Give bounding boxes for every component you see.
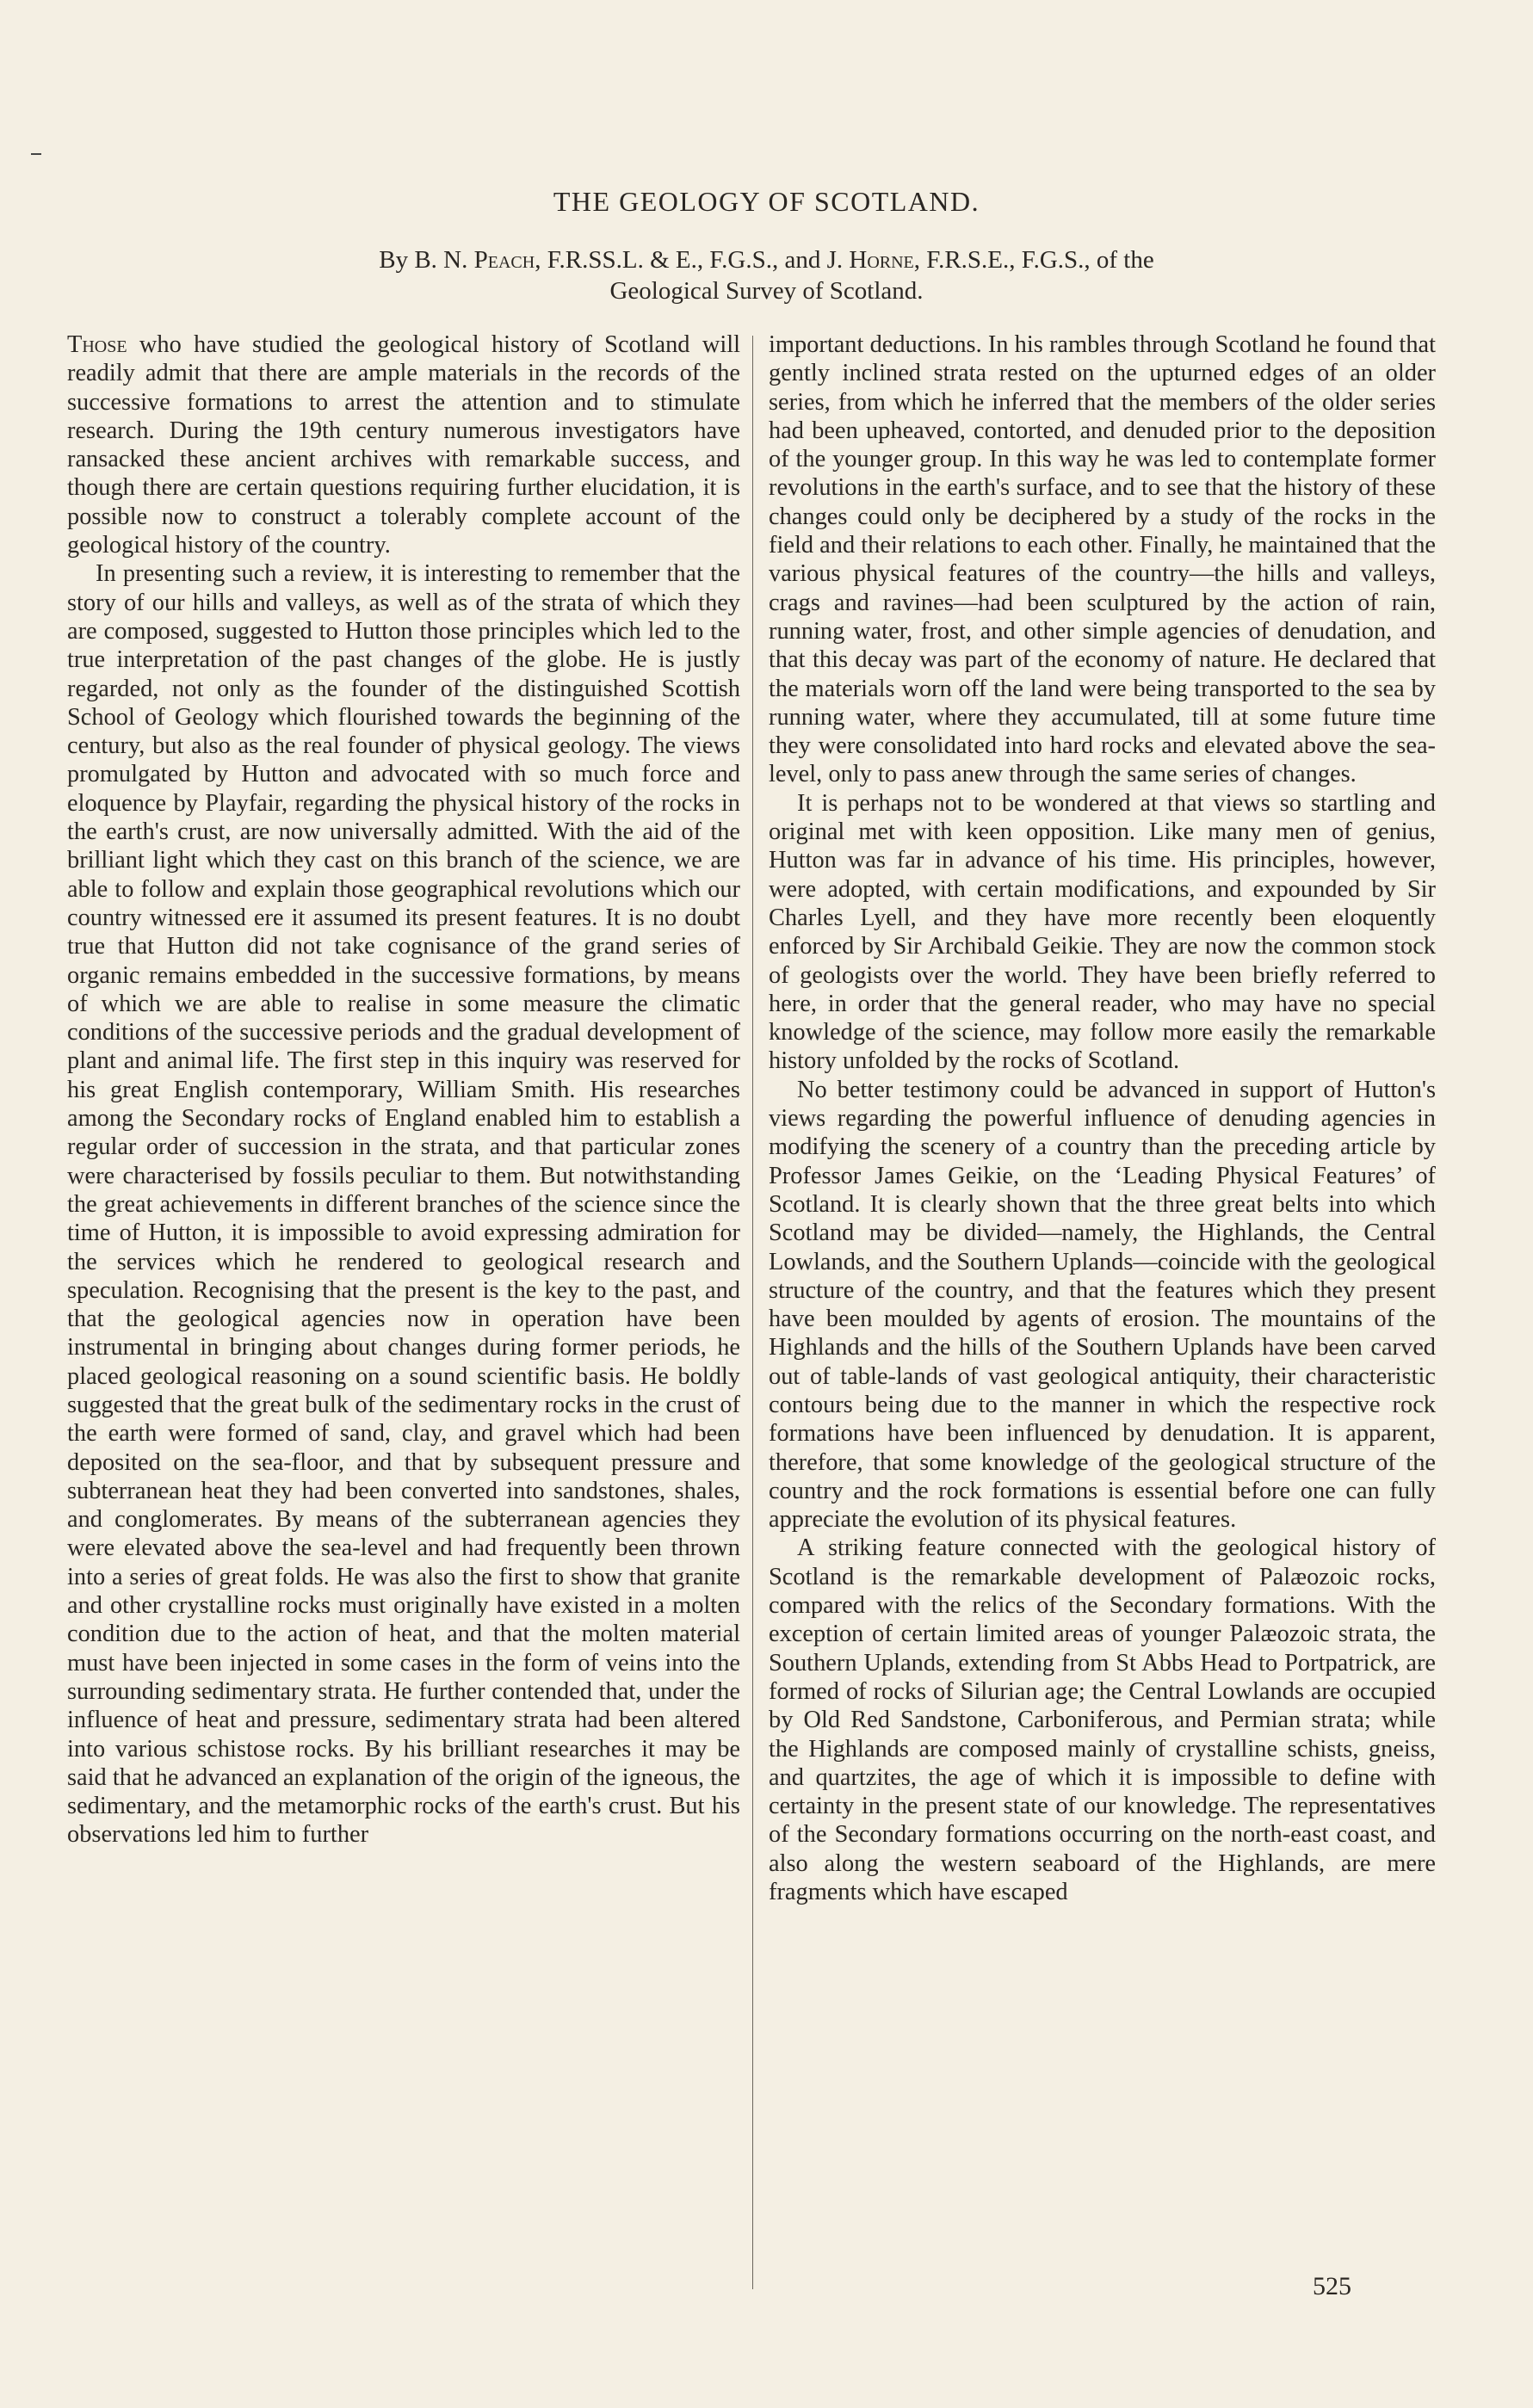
column-divider bbox=[752, 336, 753, 2289]
left-column bbox=[67, 330, 740, 1849]
paragraph-lead-word: Those bbox=[67, 331, 127, 358]
margin-mark bbox=[31, 153, 41, 155]
paragraph-4: It is perhaps not to be wondered at that views so startling and original met with keen opposition. Like many men of genius, Hutton was far in advance of his time. His principles, however, were adopted, with certain modifications, and expounded by Sir Charles Lyell, and they have more recently been eloquently enforced by Sir Archibald Geikie. They are now the common stock of geologists over the world. They have been briefly referred to here, in order that the general reader, who may have no special knowledge of the science, may follow more easily the remarkable history unfolded by the rocks of Scotland. bbox=[769, 789, 1436, 1075]
paragraph-text: who have studied the geological history of Scotland will readily admit that there are ample materials in the records of the successive formations to arrest the attention and to stimulate research. During the 19th century numerous investigators have ransacked these ancient archives with remarkable success, and though there are certain questions requiring further elucidation, it is possible now to construct a tolerably complete account of the geological history of the country. bbox=[67, 331, 740, 559]
paragraph-6: A striking feature connected with the geological history of Scotland is the remarkable development of Palæozoic rocks, compared with the relics of the Secondary formations. With the exception of certain limited areas of younger Palæozoic strata, the Southern Uplands, extending from St Abbs Head to Portpatrick, are formed of rocks of Silurian age; the Central Lowlands are occupied by Old Red Sandstone, Carboniferous, and Permian strata; while the Highlands are composed mainly of crystalline schists, gneiss, and quartzites, the age of which it is impossible to define with certainty in the present state of our knowledge. The representatives of the Secondary formations occurring on the north-east coast, and also along the western seaboard of the Highlands, are mere fragments which have escaped bbox=[769, 1534, 1436, 1906]
credentials-peach: , F.R.SS.L. & E., F.G.S., and bbox=[535, 246, 821, 274]
byline-affiliation: Geological Survey of Scotland. bbox=[609, 277, 924, 305]
article-title: THE GEOLOGY OF SCOTLAND. bbox=[553, 186, 980, 217]
credentials-horne: , F.R.S.E., F.G.S., of the bbox=[913, 246, 1154, 274]
author-peach: B. N. Peach bbox=[414, 246, 535, 274]
byline-by: By bbox=[379, 246, 409, 274]
byline bbox=[0, 244, 1533, 306]
paragraph-5: No better testimony could be advanced in support of Hutton's views regarding the powerful influence of denuding agencies in modifying the scenery of a country than the preceding article by Professor James Geikie, on the ‘Leading Physical Features’ of Scotland. It is clearly shown that the three great belts into which Scotland may be divided—namely, the Highlands, the Central Lowlands, and the Southern Uplands—coincide with the geological structure of the country, and that the features which they present have been moulded by agents of erosion. The mountains of the Highlands and the hills of the Southern Uplands have been carved out of table-lands of vast geological antiquity, their characteristic contours being due to the manner in which the respective rock formations have been influenced by denudation. It is apparent, therefore, that some knowledge of the geological structure of the country and the rock formations is essential before one can fully appreciate the evolution of its physical features. bbox=[769, 1076, 1436, 1534]
page-number: 525 bbox=[1313, 2272, 1351, 2300]
paragraph-3: important deductions. In his rambles through Scotland he found that gently inclined strata rested on the upturned edges of an older series, from which he inferred that the members of the older series had been upheaved, contorted, and denuded prior to the deposition of the younger group. In this way he was led to contemplate former revolutions in the earth's surface, and to see that the history of these changes could only be deciphered by a study of the rocks in the field and their relations to each other. Finally, he maintained that the various physical features of the country—the hills and valleys, crags and ravines—had been sculptured by the action of rain, running water, frost, and other simple agencies of denudation, and that this decay was part of the economy of nature. He declared that the materials worn off the land were being transported to the sea by running water, where they accumulated, till at some future time they were consolidated into hard rocks and elevated above the sea-level, only to pass anew through the same series of changes. bbox=[769, 331, 1436, 788]
paragraph-2: In presenting such a review, it is interesting to remember that the story of our hills and valleys, as well as of the strata of which they are composed, suggested to Hutton those principles which led to the true interpretation of the past changes of the globe. He is justly regarded, not only as the founder of the distinguished Scottish School of Geology which flourished towards the beginning of the century, but also as the real founder of physical geology. The views promulgated by Hutton and advocated with so much force and eloquence by Playfair, regarding the physical history of the rocks in the earth's crust, are now universally admitted. With the aid of the brilliant light which they cast on this branch of the science, we are able to follow and explain those geographical revolutions which our country witnessed ere it assumed its present features. It is no doubt true that Hutton did not take cognisance of the grand series of organic remains embedded in the successive formations, by means of which we are able to realise in some measure the climatic conditions of the successive periods and the gradual development of plant and animal life. The first step in this inquiry was reserved for his great English contemporary, William Smith. His researches among the Secondary rocks of England enabled him to establish a regular order of succession in the strata, and that particular zones were characterised by fossils peculiar to them. But notwithstanding the great achievements in different branches of the science since the time of Hutton, it is impossible to avoid expressing admiration for the services which he rendered to geological research and speculation. Recognising that the present is the key to the past, and that the geological agencies now in operation have been instrumental in bringing about changes during former periods, he placed geological reasoning on a sound scientific basis. He boldly suggested that the great bulk of the sedimentary rocks in the crust of the earth were formed of sand, clay, and gravel which had been deposited on the sea-floor, and that by subsequent pressure and subterranean heat they had been converted into sandstones, shales, and conglomerates. By means of the subterranean agencies they were elevated above the sea-level and had frequently been thrown into a series of great folds. He was also the first to show that granite and other crystalline rocks must originally have existed in a molten condition due to the action of heat, and that the molten material must have been injected in some cases in the form of veins into the surrounding sedimentary strata. He further contended that, under the influence of heat and pressure, sedimentary strata had been altered into various schistose rocks. By his brilliant researches it may be said that he advanced an explanation of the origin of the igneous, the sedimentary, and the metamorphic rocks of the earth's crust. But his observations led him to further bbox=[67, 560, 740, 1849]
byline-line-1 bbox=[0, 244, 1533, 275]
right-column bbox=[769, 330, 1436, 1906]
paragraph-1 bbox=[67, 330, 740, 559]
author-horne: J. Horne bbox=[826, 246, 914, 274]
